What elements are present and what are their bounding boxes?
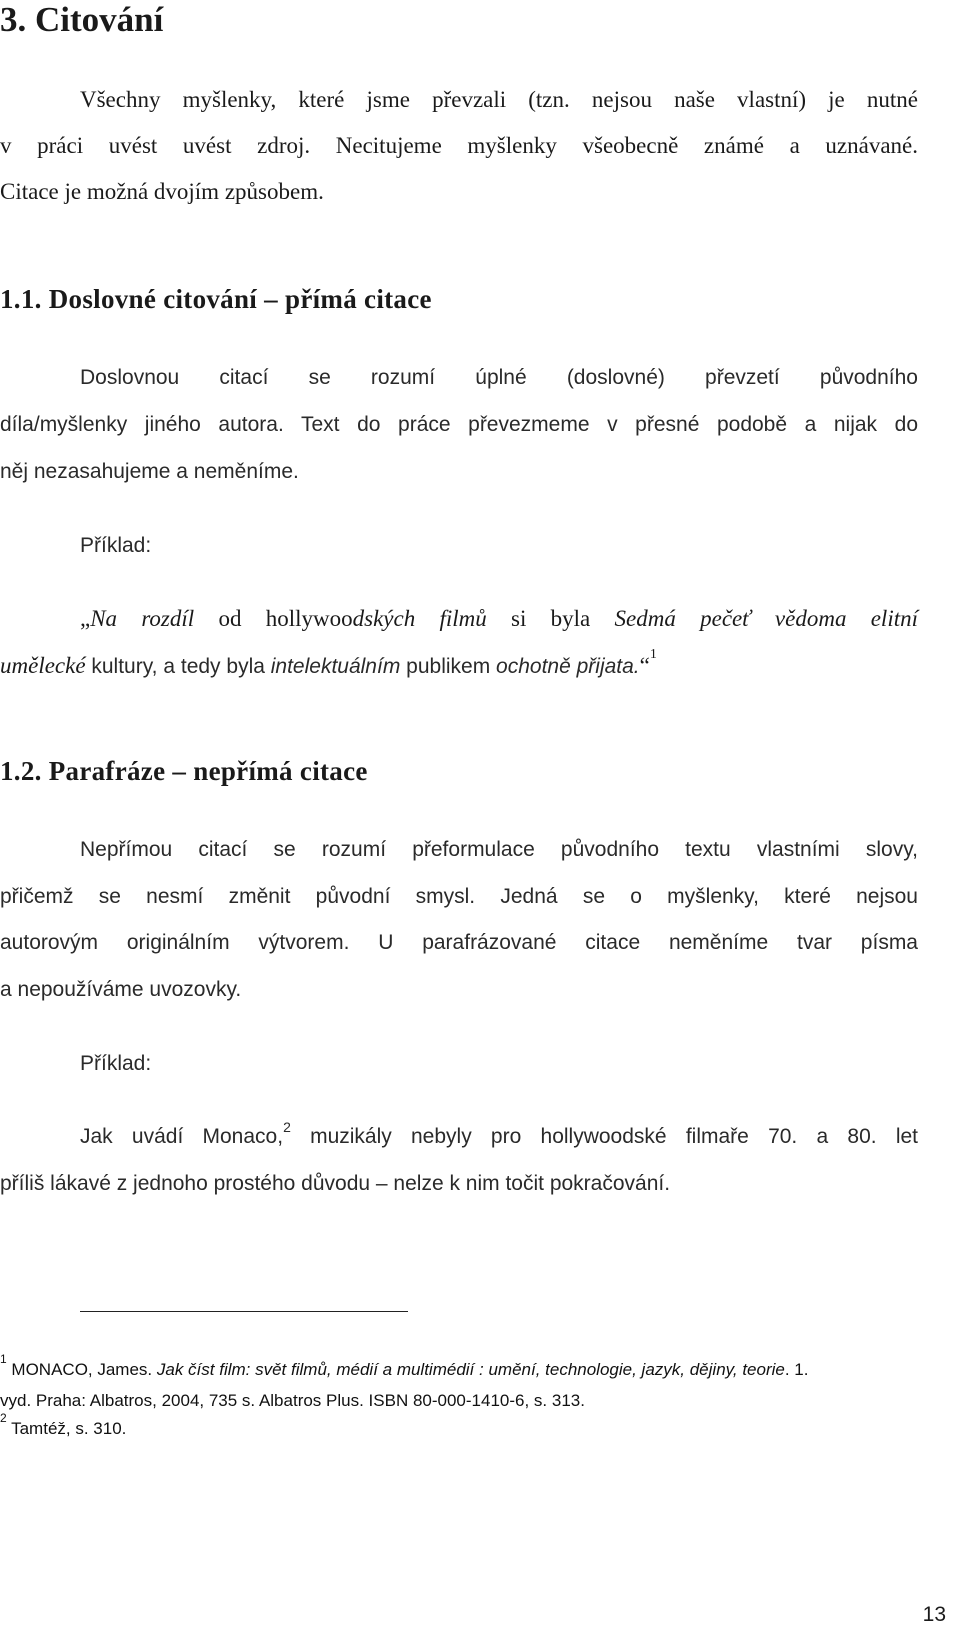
footnote-1-line-1	[0, 1352, 809, 1380]
quote-segment: intelektuálním	[270, 655, 401, 678]
section-1-2-line-3: autorovým originálním výtvorem. U parafrázované citace neměníme tvar písma	[0, 931, 918, 954]
section-1-1-heading: 1.1. Doslovné citování – přímá citace	[0, 284, 432, 314]
quote-segment: kultury, a tedy byla	[85, 655, 271, 678]
section-1-1-line-2: díla/myšlenky jiného autora. Text do práce převezmeme v přesné podobě a nijak do	[0, 413, 918, 436]
quote-segment: dských filmů	[352, 606, 487, 631]
footnote-text: Tamtéž, s. 310.	[6, 1419, 127, 1438]
close-quote: “	[639, 653, 650, 678]
footnote-1-line-2: vyd. Praha: Albatros, 2004, 735 s. Albatros Plus. ISBN 80-000-1410-6, s. 313.	[0, 1391, 585, 1410]
example-label-1: Příklad:	[80, 534, 152, 557]
intro-line-1: Všechny myšlenky, které jsme převzali (tzn. nejsou naše vlastní) je nutné	[80, 87, 918, 112]
section-1-1-line-3: něj nezasahujeme a neměníme.	[0, 460, 299, 483]
quote-segment: umělecké	[0, 653, 86, 678]
footnote-text: . 1.	[784, 1360, 809, 1379]
intro-line-3: Citace je možná dvojím způsobem.	[0, 179, 324, 204]
footnote-text: MONACO, James.	[6, 1360, 157, 1379]
footnote-separator	[80, 1311, 408, 1312]
example-2-line-1	[80, 1119, 918, 1149]
footnote-ref-2[interactable]: 2	[283, 1119, 291, 1135]
footnote-ref-1[interactable]: 1	[649, 647, 657, 662]
open-quote: „	[80, 606, 91, 631]
section-1-2-line-2: přičemž se nesmí změnit původní smysl. Jedná se o myšlenky, které nejsou	[0, 885, 918, 908]
example-2-line-2: příliš lákavé z jednoho prostého důvodu – nelze k nim točit pokračování.	[0, 1172, 671, 1195]
footnote-title: Jak číst film: svět filmů, médií a multimédií : umění, technologie, jazyk, dějiny, teorie	[156, 1360, 785, 1379]
quote-segment: Sedmá pečeť vědoma elitní	[614, 606, 918, 631]
footnote-number: 1	[0, 1352, 7, 1366]
section-1-1-line-1: Doslovnou citací se rozumí úplné (doslovné) převzetí původního	[80, 366, 918, 389]
section-1-2-heading: 1.2. Parafráze – nepřímá citace	[0, 756, 368, 786]
example-text: muzikály nebyly pro hollywoodské filmaře 70. a 80. let	[290, 1125, 918, 1148]
footnote-number: 2	[0, 1411, 7, 1425]
intro-line-2: v práci uvést uvést zdroj. Necitujeme myšlenky všeobecně známé a uznávané.	[0, 133, 918, 158]
example-label-2: Příklad:	[80, 1052, 152, 1075]
quote-segment: si byla	[486, 606, 615, 631]
quote-segment: od hollywoo	[194, 606, 353, 631]
section-1-2-line-4: a nepoužíváme uvozovky.	[0, 978, 242, 1001]
example-text: Jak uvádí Monaco,	[80, 1125, 284, 1148]
quote-segment: publikem	[400, 655, 497, 678]
quote-segment: ochotně přijata.	[496, 655, 640, 678]
page-number: 13	[922, 1603, 946, 1626]
section-1-2-line-1: Nepřímou citací se rozumí přeformulace původního textu vlastními slovy,	[80, 838, 918, 861]
quote-line-1	[80, 607, 918, 630]
chapter-heading: 3. Citování	[0, 0, 164, 39]
quote-segment: Na rozdíl	[90, 606, 195, 631]
footnote-2	[0, 1411, 127, 1439]
quote-line-2	[0, 647, 657, 679]
